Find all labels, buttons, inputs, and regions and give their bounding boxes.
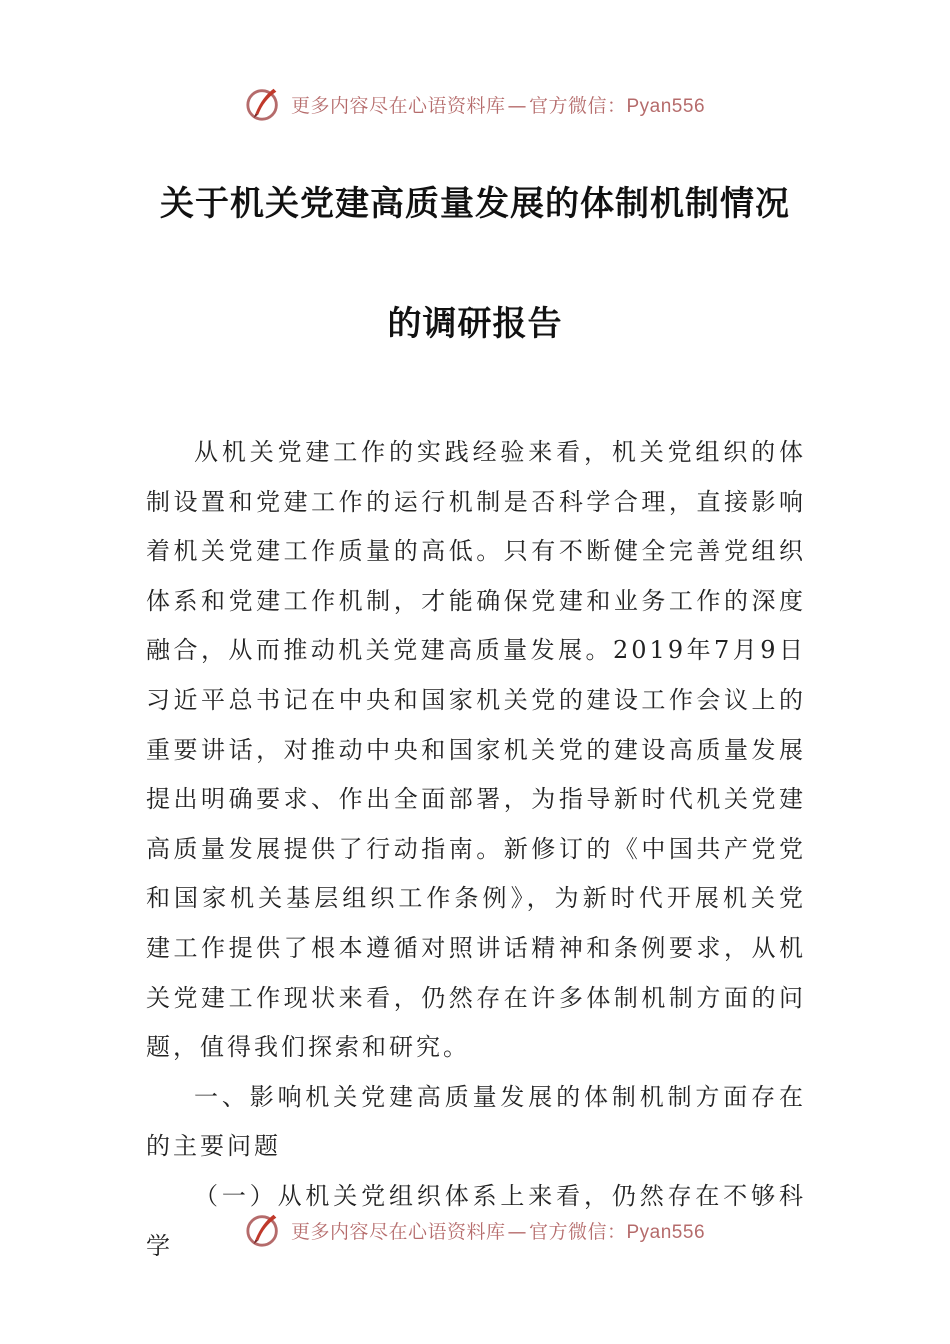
document-body (146, 428, 806, 1271)
document-title-line-1: 关于机关党建高质量发展的体制机制情况 (160, 184, 790, 224)
watermark-text: 更多内容尽在心语资料库 — 官方微信：Pyan556 (290, 94, 706, 117)
watermark-text: 更多内容尽在心语资料库 — 官方微信：Pyan556 (290, 1220, 706, 1243)
body-paragraph-intro: 从机关党建工作的实践经验来看，机关党组织的体制设置和党建工作的运行机制是否科学合理，直接影响着机关党建工作质量的高低。只有不断健全完善党组织体系和党建工作机制，才能确保党建和业务工作的深度融合，从而推动机关党建高质量发展。2019年7月9日习近平总书记在中央和国家机关党的建设工作会议上的重要讲话，对推动中央和国家机关党的建设高质量发展提出明确要求、作出全面部署，为指导新时代机关党建高质量发展提供了行动指南。新修订的《中国共产党党和国家机关基层组织工作条例》，为新时代开展机关党建工作提供了根本遵循对照讲话精神和条例要求，从机关党建工作现状来看，仍然存在许多体制机制方面的问题，值得我们探索和研究。 (146, 438, 806, 1062)
footer-watermark (0, 1208, 950, 1252)
document-title-line-2: 的调研报告 (387, 304, 563, 344)
quill-pen-logo-icon (245, 85, 283, 123)
header-watermark (0, 82, 950, 126)
section-heading-1: 一、影响机关党建高质量发展的体制机制方面存在的主要问题 (146, 1082, 806, 1161)
subsection-heading-1: （一）从机关党组织体系上来看，仍然存在不够科学 (146, 1181, 806, 1260)
quill-pen-logo-icon (245, 1211, 283, 1249)
